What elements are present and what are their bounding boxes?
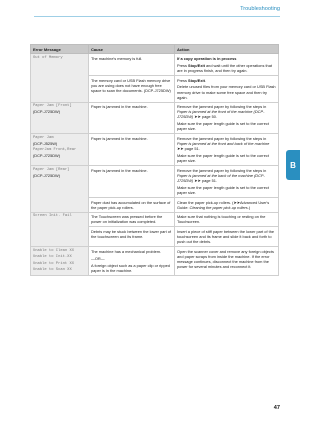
action-text: Make sure the paper length guide is set to the correct paper size.	[177, 121, 269, 132]
model-note: (DCP-J725DW)	[33, 172, 61, 178]
action-text: Make sure the paper length guide is set to the correct paper size.	[177, 153, 269, 164]
error-cell	[31, 166, 89, 213]
cause-cell: The memory card or USB Flash memory drive you are using does not have enough free space to scan the documents. (DCP-J725DW)	[89, 75, 175, 102]
action-cell	[175, 75, 279, 102]
section-reference: Paper is jammed at the back of the machine (DCP-J725DW)	[177, 172, 265, 184]
page-reference: ➤➤ page 51.	[193, 178, 218, 184]
error-code: Unable to Init.XX	[33, 255, 72, 260]
section-reference: Cleaning the paper pick-up rollers	[189, 204, 248, 210]
action-text-part: .)	[247, 204, 251, 210]
error-code: Unable to Scan XX	[33, 268, 72, 273]
action-text: Press Stop/Exit.	[177, 77, 206, 83]
section-reference: Paper is jammed at the front of the machine (DCP-J725DW)	[177, 109, 265, 120]
action-cell: Make sure that nothing is touching or resting on the Touchscreen.	[175, 212, 279, 227]
table-row	[31, 166, 279, 198]
error-cell	[31, 134, 89, 166]
error-code: Unable to Print XX	[33, 261, 75, 266]
action-cell: Insert a piece of stiff paper between the lower part of the touchscreen and its frame and slide it back and forth to push out the debris.	[175, 227, 279, 247]
table-row	[31, 212, 279, 227]
error-code: Screen Init. Fail	[33, 214, 72, 219]
running-header: Troubleshooting	[240, 6, 280, 12]
model-note: (DCP-J725DW)	[33, 152, 61, 158]
error-code: Paper Jam [Rear]	[33, 167, 70, 172]
cause-cell: The machine's memory is full.	[89, 54, 175, 76]
action-text-part: Remove the jammed paper by following the steps in	[177, 136, 267, 142]
error-code: Out of Memory	[33, 55, 63, 60]
action-text-part: Remove the jammed paper by following the steps in	[177, 167, 267, 173]
action-text	[177, 104, 276, 119]
action-cell	[175, 102, 279, 134]
cause-cell: Paper is jammed in the machine.	[89, 102, 175, 134]
error-code: Paper Jam [Front]	[33, 104, 72, 109]
model-note: (DCP-J725DW)	[33, 109, 61, 115]
cause-cell	[89, 247, 175, 276]
table-header-row	[31, 45, 279, 54]
table-row	[31, 102, 279, 134]
cause-cell: Paper is jammed in the machine.	[89, 166, 175, 198]
error-code: Paper Jam	[33, 136, 54, 141]
action-text-part: Clean the paper pick-up rollers. (➤➤Advanced User's Guide:	[177, 199, 270, 210]
action-text: Make sure the paper length guide is set to the correct paper size.	[177, 184, 269, 195]
section-reference: Paper is jammed at the front and back of the machine	[177, 141, 270, 147]
or-separator: —OR—	[91, 255, 105, 261]
cause-cell: The Touchscreen was pressed before the power on initialization was completed.	[89, 212, 175, 227]
table-row	[31, 134, 279, 166]
error-cell	[31, 247, 89, 276]
chapter-tab: B	[286, 150, 300, 180]
key-name: Stop/Exit	[188, 77, 205, 83]
page-number: 47	[273, 405, 280, 411]
key-name: Stop/Exit	[188, 62, 205, 68]
action-text: Delete unused files from your memory card or USB Flash memory drive to make some free space and then try again.	[177, 84, 276, 100]
action-cell	[175, 134, 279, 166]
action-heading: If a copy operation is in process	[177, 55, 237, 61]
cause-cell: Paper dust has accumulated on the surface of the paper pick-up rollers.	[89, 197, 175, 212]
page-reference: ➤➤ page 50.	[193, 114, 218, 120]
error-code: Unable to Clean XX	[33, 248, 75, 253]
col-header-cause: Cause	[89, 45, 175, 54]
action-text	[177, 136, 276, 151]
action-text	[177, 200, 276, 210]
cause-cell: Paper is jammed in the machine.	[89, 134, 175, 166]
cause-text: A foreign object such as a paper clip or ripped paper is in the machine.	[91, 262, 170, 273]
col-header-error: Error Message	[31, 45, 89, 54]
action-text	[177, 168, 276, 183]
error-message-table	[30, 44, 279, 276]
action-text: Press Stop/Exit and wait until the other operations that are in progress finish, and then try again.	[177, 62, 272, 73]
page-reference: ➤➤ page 51.	[177, 146, 200, 152]
action-cell	[175, 197, 279, 212]
error-code: PaperJam Front,Rear	[33, 147, 77, 152]
cause-text: The machine has a mechanical problem.	[91, 248, 162, 254]
action-text-part: Remove the jammed paper by following the steps in	[177, 104, 267, 110]
error-cell	[31, 102, 89, 134]
table-row	[31, 247, 279, 276]
model-note: (DCP-J525W)	[33, 141, 58, 147]
action-cell	[175, 54, 279, 76]
action-cell	[175, 166, 279, 198]
col-header-action: Action	[175, 45, 279, 54]
action-cell: Open the scanner cover and remove any foreign objects and paper scraps from inside the machine. If the error message continues, disconnect the machine from the power for several minutes and reconnect it.	[175, 247, 279, 276]
error-cell	[31, 54, 89, 102]
error-cell	[31, 212, 89, 247]
table-row	[31, 54, 279, 76]
cause-cell: Debris may be stuck between the lower part of the touchscreen and its frame.	[89, 227, 175, 247]
header-rule	[34, 16, 280, 17]
